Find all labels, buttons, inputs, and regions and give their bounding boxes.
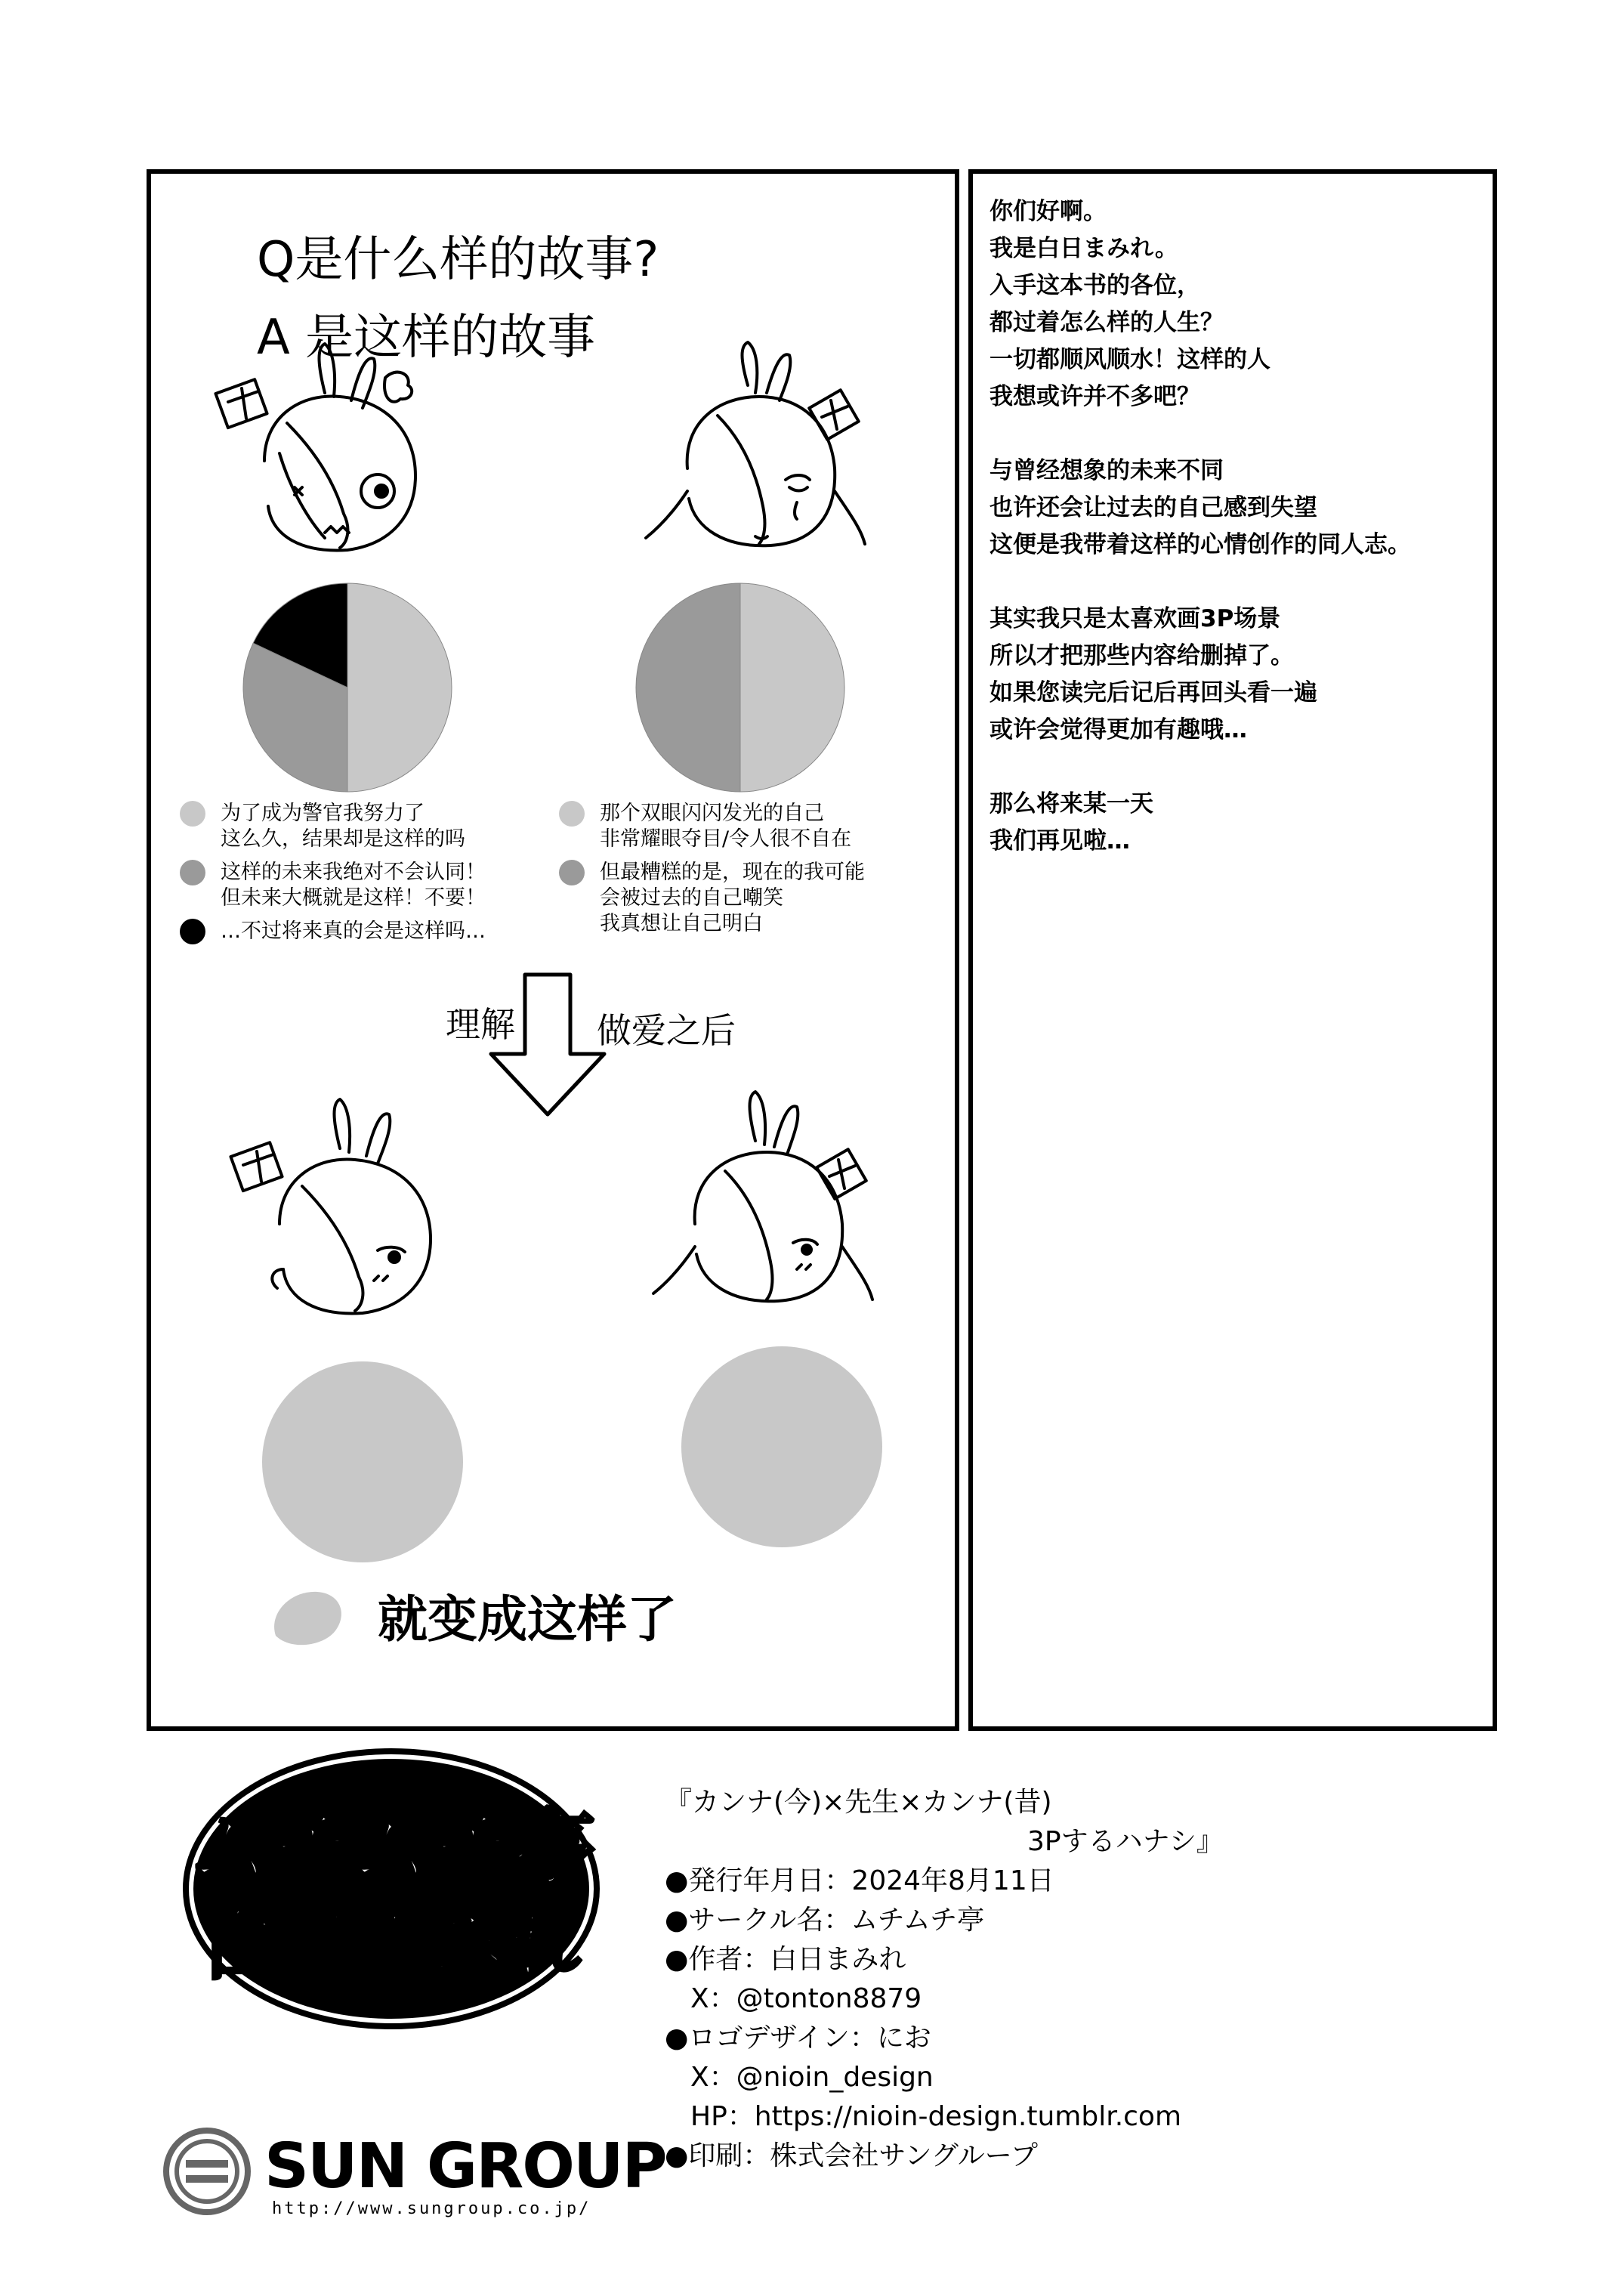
chibi-kanna-now-calm xyxy=(227,1096,468,1322)
afterword-line: 入手这本书的各位， xyxy=(990,272,1200,299)
arrow-label-after: 做爱之后 xyxy=(597,1010,736,1051)
afterword-line: 也许还会让过去的自己感到失望 xyxy=(990,494,1317,521)
legend-label-line: 这样的未来我绝对不会认同！ xyxy=(221,861,486,884)
legend-label-line: 为了成为警官我努力了 xyxy=(221,802,425,825)
afterword-text xyxy=(990,193,1411,897)
afterword-line: 其实我只是太喜欢画3P场景 xyxy=(990,605,1281,632)
chibi-kanna-now-angry xyxy=(211,340,453,567)
pie-after-now-slice-0 xyxy=(262,1361,463,1562)
result-color-swatch xyxy=(261,1583,351,1651)
afterword-line: 这便是我带着这样的心情创作的同人志。 xyxy=(990,531,1411,558)
afterword-line: 或许会觉得更加有趣哦… xyxy=(990,716,1247,743)
author-name: ●作者：白日まみれ xyxy=(665,1944,906,1975)
afterword-line: 与曾经想象的未来不同 xyxy=(990,457,1224,484)
afterword-line: 那么将来某一天 xyxy=(990,790,1153,817)
legend-label-line: 这么久，结果却是这样的吗 xyxy=(221,827,465,851)
book-title-line2: 3Pするハナシ』 xyxy=(1027,1826,1224,1857)
pie-chart-after-past xyxy=(680,1345,884,1549)
afterword-line: 都过着怎么样的人生？ xyxy=(990,309,1224,336)
pie-past-slice-1 xyxy=(636,583,740,792)
question-heading: Q是什么样的故事? xyxy=(257,232,659,288)
pie-past-slice-0 xyxy=(740,583,844,792)
legend-swatch xyxy=(180,860,205,885)
afterword-line: 如果您读完后记后再回头看一遍 xyxy=(990,679,1317,706)
afterword-line: 所以才把那些内容给删掉了。 xyxy=(990,642,1294,669)
logo-designer-homepage: HP：https://nioin-design.tumblr.com xyxy=(690,2101,1182,2132)
colophon xyxy=(665,1783,1224,2176)
legend-label-line: …不过将来真的会是这样吗… xyxy=(221,919,486,943)
afterword-paragraph xyxy=(990,601,1411,749)
legend-swatch xyxy=(559,801,585,827)
logo-designer: ●ロゴデザイン：にお xyxy=(665,2023,931,2054)
legend-before-now xyxy=(180,801,486,952)
legend-item xyxy=(180,801,486,852)
legend-label-line: 我真想让自己明白 xyxy=(600,912,763,935)
chibi-kanna-past-calm xyxy=(642,1088,884,1315)
logo-designer-x-handle: X：@nioin_design xyxy=(690,2062,934,2093)
afterword-line: 我是白日まみれ。 xyxy=(990,235,1178,262)
legend-item xyxy=(180,919,486,944)
pie-chart-after-now xyxy=(261,1360,465,1564)
book-title-line1: 『カンナ(今)×先生×カンナ(昔) xyxy=(665,1787,1052,1818)
legend-item xyxy=(180,860,486,911)
legend-label-line: 非常耀眼夺目/令人很不自在 xyxy=(600,827,852,851)
afterword-paragraph xyxy=(990,193,1411,416)
legend-label-line: 但最糟糕的是，现在的我可能 xyxy=(600,861,865,884)
afterword-paragraph xyxy=(990,453,1411,564)
afterword-paragraph xyxy=(990,786,1411,860)
legend-item xyxy=(559,801,865,852)
pie-chart-before-now xyxy=(242,582,453,793)
legend-item xyxy=(559,860,865,937)
afterword-line: 你们好啊。 xyxy=(990,198,1107,225)
pie-after-past-slice-0 xyxy=(681,1346,882,1547)
circle-name: ●サークル名：ムチムチ亭 xyxy=(665,1905,985,1936)
afterword-line: 一切都顺风顺水！这样的人 xyxy=(990,346,1270,373)
circle-logo xyxy=(180,1745,603,2032)
publish-date: ●発行年月日：2024年8月11日 xyxy=(665,1865,1054,1896)
answer-heading: A 是这样的故事 xyxy=(257,310,596,366)
legend-label-line: 但未来大概就是这样！不要！ xyxy=(221,886,486,910)
author-x-handle: X：@tonton8879 xyxy=(690,1983,922,2014)
arrow-label-understanding: 理解 xyxy=(446,1004,515,1045)
afterword-panel xyxy=(968,169,1497,1731)
pie-now-slice-0 xyxy=(347,583,452,792)
result-text: 就变成这样了 xyxy=(378,1590,677,1649)
afterword-line: 我想或许并不多吧？ xyxy=(990,383,1200,410)
legend-before-past xyxy=(559,801,865,944)
printer: ●印刷：株式会社サングループ xyxy=(665,2140,1039,2171)
afterword-line: 我们再见啦… xyxy=(990,827,1130,854)
sun-group-url: http://www.sungroup.co.jp/ xyxy=(272,2199,591,2218)
svg-text:ムチムチ亭: ムチムチ亭 xyxy=(187,1800,596,1897)
qa-panel xyxy=(147,169,959,1731)
legend-label-line: 那个双眼闪闪发光的自己 xyxy=(600,802,824,825)
svg-text:白日まみれ: 白日まみれ xyxy=(202,1902,580,1990)
chibi-kanna-past-sad xyxy=(634,340,876,567)
legend-swatch xyxy=(180,801,205,827)
pie-chart-before-past xyxy=(634,582,846,793)
legend-swatch xyxy=(559,860,585,885)
sun-group-emblem-icon xyxy=(163,2128,251,2215)
sun-group-wordmark: SUN GROUP xyxy=(264,2131,666,2202)
legend-label-line: 会被过去的自己嘲笑 xyxy=(600,886,783,910)
legend-swatch xyxy=(180,919,205,944)
